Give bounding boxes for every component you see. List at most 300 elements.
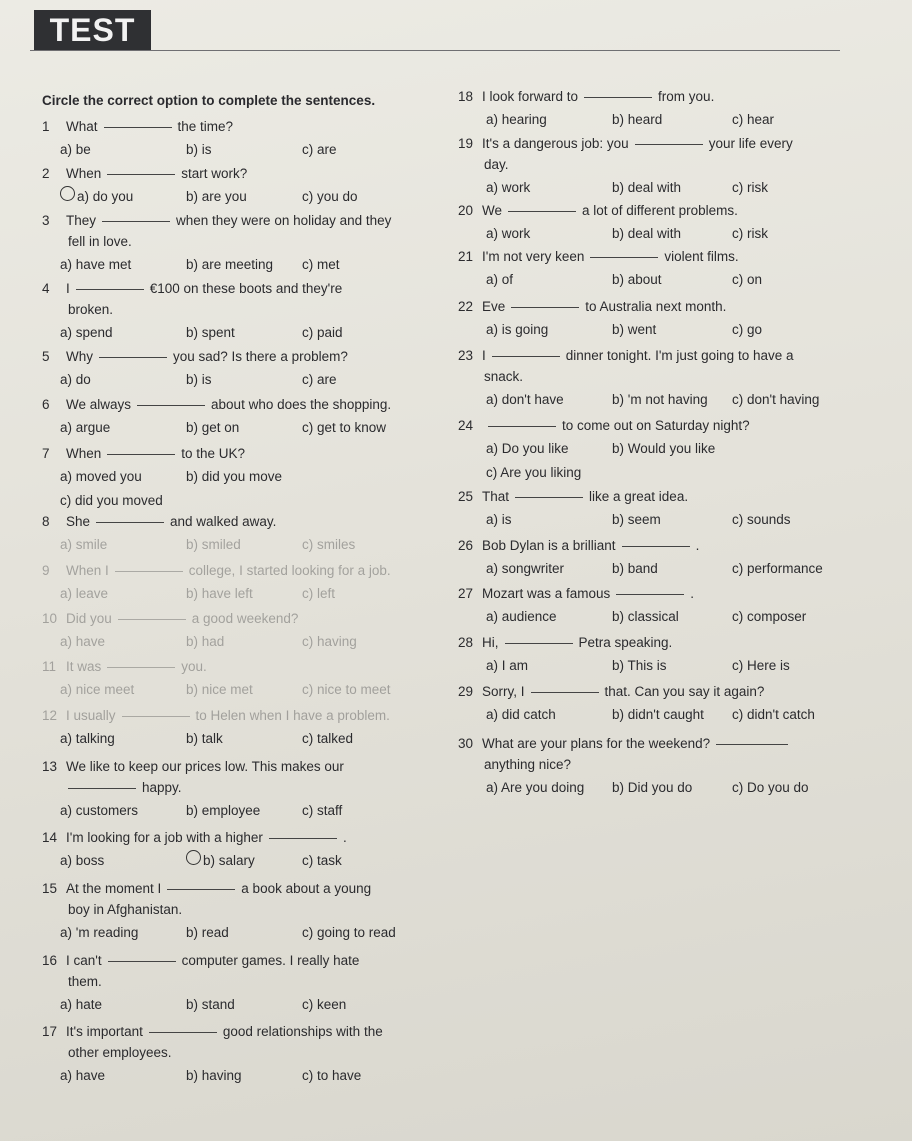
option-a[interactable] (60, 369, 91, 390)
option-c[interactable] (732, 319, 762, 340)
option-b[interactable] (186, 254, 273, 275)
question-27 (458, 583, 858, 628)
option-a[interactable] (60, 800, 138, 821)
question-number: 24 (458, 418, 474, 433)
continuation-text: them. (68, 974, 102, 989)
question-text-after: you sad? Is there a problem? (173, 349, 348, 364)
question-text-after: from you. (658, 89, 715, 104)
question-text-after: violent films. (664, 249, 739, 264)
question-number: 5 (42, 349, 50, 364)
question-text: They (66, 213, 97, 228)
option-text: a) don't have (486, 392, 564, 407)
option-a[interactable] (486, 389, 564, 410)
option-b[interactable] (612, 606, 679, 627)
option-text: a) do you (77, 189, 134, 204)
option-c[interactable] (732, 223, 768, 244)
option-a[interactable] (60, 1065, 105, 1086)
option-c[interactable] (302, 922, 396, 943)
question-text: When (66, 446, 102, 461)
question-17 (26, 1021, 446, 1087)
question-stem (26, 346, 446, 367)
option-c[interactable] (732, 606, 806, 627)
option-b[interactable] (612, 777, 692, 798)
option-b[interactable] (612, 704, 704, 725)
question-20 (458, 200, 858, 245)
option-text: c) Do you do (732, 780, 809, 795)
answer-blank (167, 888, 235, 890)
options-row (26, 992, 446, 1016)
option-text: a) spend (60, 325, 113, 340)
options-row (458, 460, 858, 484)
question-19 (458, 133, 858, 199)
option-text: c) Here is (732, 658, 790, 673)
question-stem (458, 486, 858, 507)
options-row (26, 252, 446, 276)
question-number: 20 (458, 203, 474, 218)
option-a[interactable] (486, 269, 513, 290)
option-a[interactable] (486, 704, 556, 725)
question-number: 17 (42, 1024, 58, 1039)
option-c[interactable] (60, 490, 163, 511)
option-a[interactable] (60, 728, 115, 749)
question-9 (26, 560, 446, 605)
option-c[interactable] (486, 462, 581, 483)
answer-blank (149, 1031, 217, 1033)
question-text-after: like a great idea. (589, 489, 689, 504)
question-stem (458, 345, 858, 387)
option-a[interactable] (486, 177, 530, 198)
question-text-after: dinner tonight. I'm just going to have a (565, 348, 794, 363)
option-c[interactable] (302, 800, 342, 821)
option-text: b) band (612, 561, 658, 576)
question-text: We (482, 203, 503, 218)
option-a[interactable] (60, 922, 138, 943)
option-a[interactable] (60, 466, 142, 487)
question-text-after: to Helen when I have a problem. (195, 708, 390, 723)
question-3 (26, 210, 446, 276)
question-26 (458, 535, 858, 580)
question-text: When I (66, 563, 109, 578)
option-a[interactable] (486, 777, 584, 798)
question-text: Did you (66, 611, 112, 626)
option-b[interactable] (186, 583, 253, 604)
question-2 (26, 163, 446, 208)
option-c[interactable] (302, 534, 355, 555)
options-row (458, 507, 858, 531)
question-stem (458, 200, 858, 221)
option-c[interactable] (732, 558, 823, 579)
answer-blank (102, 220, 170, 222)
option-text: c) composer (732, 609, 807, 624)
question-text: Mozart was a famous (482, 586, 611, 601)
options-row (26, 581, 446, 605)
option-b[interactable] (186, 417, 239, 438)
question-text: Sorry, I (482, 684, 525, 699)
option-text: c) paid (302, 325, 343, 340)
option-c[interactable] (302, 1065, 361, 1086)
option-c[interactable] (302, 186, 358, 207)
option-c[interactable] (302, 583, 335, 604)
option-b[interactable] (186, 728, 223, 749)
option-c[interactable] (302, 850, 342, 871)
question-text-after: college, I started looking for a job. (188, 563, 391, 578)
option-b[interactable] (612, 558, 658, 579)
option-b[interactable] (186, 1065, 242, 1086)
option-a[interactable] (486, 606, 557, 627)
option-text: a) work (486, 226, 531, 241)
question-stem (26, 210, 446, 252)
options-row (26, 320, 446, 344)
option-text: a) customers (60, 803, 139, 818)
options-row (26, 1063, 446, 1087)
option-a[interactable] (60, 254, 131, 275)
option-b[interactable] (186, 534, 241, 555)
option-text: c) smiles (302, 537, 356, 552)
option-b[interactable] (186, 369, 212, 390)
options-row (458, 317, 858, 341)
continuation-text: other employees. (68, 1045, 172, 1060)
question-text-after: about who does the shopping. (211, 397, 392, 412)
option-text: a) boss (60, 853, 105, 868)
option-c[interactable] (732, 704, 815, 725)
question-text-after: . (342, 830, 347, 845)
question-stem (458, 733, 858, 775)
options-row (458, 653, 858, 677)
option-c[interactable] (302, 139, 337, 160)
options-row (26, 532, 446, 556)
question-11 (26, 656, 446, 701)
options-row (458, 604, 858, 628)
option-b[interactable] (612, 223, 681, 244)
option-a[interactable] (60, 583, 108, 604)
pen-circle-mark (60, 186, 75, 201)
option-c[interactable] (732, 389, 819, 410)
option-text: a) talking (60, 731, 115, 746)
option-a[interactable] (486, 438, 569, 459)
question-text-after: the time? (177, 119, 234, 134)
question-10 (26, 608, 446, 653)
question-text: That (482, 489, 510, 504)
question-stem (458, 133, 858, 175)
question-text: At the moment I (66, 881, 162, 896)
option-c[interactable] (302, 728, 353, 749)
question-number: 28 (458, 635, 474, 650)
option-c[interactable] (732, 177, 768, 198)
question-number: 1 (42, 119, 50, 134)
question-number: 14 (42, 830, 58, 845)
question-number: 15 (42, 881, 58, 896)
question-text: I usually (66, 708, 116, 723)
option-text: a) have met (60, 257, 132, 272)
option-c[interactable] (302, 369, 337, 390)
option-text: a) 'm reading (60, 925, 139, 940)
continuation-text: anything nice? (484, 757, 572, 772)
question-21 (458, 246, 858, 291)
option-text: b) Did you do (612, 780, 693, 795)
option-text: b) having (186, 1068, 242, 1083)
question-text-after: Petra speaking. (578, 635, 673, 650)
option-text: a) I am (486, 658, 529, 673)
option-c[interactable] (302, 679, 391, 700)
option-text: a) smile (60, 537, 108, 552)
option-b[interactable] (612, 269, 662, 290)
option-b[interactable] (612, 109, 662, 130)
option-a[interactable] (60, 631, 105, 652)
option-text: c) didn't catch (732, 707, 815, 722)
question-1 (26, 116, 446, 161)
option-a[interactable] (60, 534, 107, 555)
option-text: b) smiled (186, 537, 241, 552)
option-a[interactable] (486, 509, 512, 530)
question-number: 26 (458, 538, 474, 553)
option-c[interactable] (732, 777, 809, 798)
option-text: b) is (186, 372, 212, 387)
question-continuation (42, 971, 446, 992)
option-a[interactable] (486, 655, 528, 676)
option-text: a) have (60, 1068, 106, 1083)
question-4 (26, 278, 446, 344)
pen-circle-mark (186, 850, 201, 865)
question-text-after: . (695, 538, 700, 553)
question-text: I (482, 348, 486, 363)
answer-blank (68, 787, 136, 789)
question-number: 19 (458, 136, 474, 151)
question-stem (26, 827, 446, 848)
question-stem (458, 86, 858, 107)
question-stem (26, 878, 446, 920)
continuation-text: day. (484, 157, 509, 172)
option-text: c) sounds (732, 512, 791, 527)
option-b[interactable] (612, 438, 715, 459)
question-text-after: good relationships with the (222, 1024, 383, 1039)
question-24 (458, 415, 858, 484)
option-c[interactable] (302, 631, 357, 652)
options-row (26, 415, 446, 439)
question-stem (26, 1021, 446, 1063)
question-text: I can't (66, 953, 102, 968)
question-number: 22 (458, 299, 474, 314)
option-b[interactable] (612, 177, 681, 198)
question-continuation (42, 231, 446, 252)
option-text: a) of (486, 272, 514, 287)
option-c[interactable] (302, 994, 346, 1015)
question-text: What (66, 119, 98, 134)
question-number: 6 (42, 397, 50, 412)
option-b[interactable] (612, 319, 656, 340)
option-a[interactable] (60, 417, 110, 438)
answer-blank (584, 96, 652, 98)
options-row (26, 848, 446, 872)
option-c[interactable] (732, 109, 774, 130)
option-b[interactable] (186, 631, 224, 652)
header-rule (30, 50, 840, 51)
question-stem (26, 560, 446, 581)
answer-blank (108, 960, 176, 962)
answer-blank (616, 593, 684, 595)
question-stem (458, 632, 858, 653)
option-text: b) did you move (186, 469, 283, 484)
options-row (458, 387, 858, 411)
continuation-text: fell in love. (68, 234, 132, 249)
question-text: Why (66, 349, 93, 364)
option-text: c) talked (302, 731, 354, 746)
option-text: a) Do you like (486, 441, 569, 456)
question-number: 9 (42, 563, 50, 578)
question-stem (26, 756, 446, 798)
option-text: c) going to read (302, 925, 396, 940)
option-a[interactable] (486, 109, 547, 130)
option-text: b) went (612, 322, 657, 337)
option-a[interactable] (60, 850, 104, 871)
options-row (458, 702, 858, 726)
option-c[interactable] (302, 417, 386, 438)
question-15 (26, 878, 446, 944)
answer-blank (115, 570, 183, 572)
option-text: a) is (486, 512, 512, 527)
option-b[interactable] (186, 679, 253, 700)
option-text: a) leave (60, 586, 109, 601)
question-continuation (42, 899, 446, 920)
option-c[interactable] (732, 655, 790, 676)
option-text: a) hate (60, 997, 103, 1012)
question-number: 29 (458, 684, 474, 699)
answer-blank (104, 126, 172, 128)
question-number: 7 (42, 446, 50, 461)
option-text: c) you do (302, 189, 358, 204)
option-b[interactable] (186, 800, 260, 821)
answer-blank (508, 210, 576, 212)
option-b[interactable] (186, 186, 247, 207)
option-text: c) are (302, 142, 337, 157)
continuation-text: boy in Afghanistan. (68, 902, 183, 917)
question-continuation (458, 754, 858, 775)
option-text: a) do (60, 372, 91, 387)
option-c[interactable] (302, 254, 340, 275)
option-a[interactable] (486, 558, 564, 579)
options-row (26, 137, 446, 161)
option-text: b) have left (186, 586, 253, 601)
option-text: c) get to know (302, 420, 387, 435)
question-continuation (42, 299, 446, 320)
question-text: I (66, 281, 70, 296)
question-text: We always (66, 397, 132, 412)
option-a[interactable] (486, 223, 530, 244)
answer-blank (107, 173, 175, 175)
answer-blank (96, 521, 164, 523)
option-text: b) This is (612, 658, 667, 673)
option-text: b) salary (203, 853, 255, 868)
option-text: b) about (612, 272, 662, 287)
question-number: 21 (458, 249, 474, 264)
answer-blank (590, 256, 658, 258)
option-text: c) are (302, 372, 337, 387)
question-text-after: a book about a young (241, 881, 372, 896)
question-text: What are your plans for the weekend? (482, 736, 711, 751)
option-text: b) had (186, 634, 225, 649)
question-number: 2 (42, 166, 50, 181)
option-text: c) don't having (732, 392, 820, 407)
option-b[interactable] (186, 922, 229, 943)
option-a[interactable] (60, 322, 113, 343)
option-text: b) employee (186, 803, 261, 818)
option-c[interactable] (302, 322, 343, 343)
option-text: c) having (302, 634, 357, 649)
option-text: a) Are you doing (486, 780, 585, 795)
option-a[interactable] (60, 186, 133, 207)
option-b[interactable] (612, 389, 708, 410)
option-text: c) to have (302, 1068, 362, 1083)
options-row (458, 107, 858, 131)
answer-blank (107, 453, 175, 455)
question-stem (26, 950, 446, 992)
option-b[interactable] (612, 509, 661, 530)
options-row (458, 221, 858, 245)
question-30 (458, 733, 858, 799)
question-text: I look forward to (482, 89, 579, 104)
options-row (26, 677, 446, 701)
option-b[interactable] (186, 322, 235, 343)
question-stem (458, 583, 858, 604)
question-continuation (42, 777, 446, 798)
question-stem (26, 116, 446, 137)
answer-blank (118, 618, 186, 620)
option-text: b) nice met (186, 682, 253, 697)
option-text: a) work (486, 180, 531, 195)
option-text: b) spent (186, 325, 235, 340)
question-stem (26, 394, 446, 415)
question-text: When (66, 166, 102, 181)
option-text: b) are you (186, 189, 247, 204)
option-a[interactable] (486, 319, 548, 340)
question-continuation (458, 154, 858, 175)
option-text: c) go (732, 322, 763, 337)
options-row (26, 726, 446, 750)
option-b[interactable] (186, 466, 282, 487)
answer-blank (76, 288, 144, 290)
question-number: 23 (458, 348, 474, 363)
option-text: a) audience (486, 609, 557, 624)
option-text: b) read (186, 925, 229, 940)
option-a[interactable] (60, 139, 91, 160)
question-12 (26, 705, 446, 750)
option-b[interactable] (612, 655, 667, 676)
option-text: a) nice meet (60, 682, 135, 697)
answer-blank (492, 355, 560, 357)
question-text-after: to Australia next month. (585, 299, 727, 314)
option-a[interactable] (60, 679, 134, 700)
continuation-text: snack. (484, 369, 524, 384)
option-c[interactable] (732, 509, 791, 530)
answer-blank (511, 306, 579, 308)
option-text: c) risk (732, 180, 768, 195)
answer-blank (622, 545, 690, 547)
option-text: c) hear (732, 112, 775, 127)
option-a[interactable] (60, 994, 102, 1015)
question-29 (458, 681, 858, 726)
option-b[interactable] (186, 994, 235, 1015)
option-text: c) on (732, 272, 763, 287)
question-text-after: when they were on holiday and they (176, 213, 392, 228)
option-text: b) classical (612, 609, 679, 624)
option-b[interactable] (186, 139, 212, 160)
options-row (26, 629, 446, 653)
question-stem (26, 278, 446, 320)
question-number: 16 (42, 953, 58, 968)
option-c[interactable] (732, 269, 762, 290)
option-text: a) songwriter (486, 561, 565, 576)
option-b[interactable] (186, 850, 255, 871)
question-text: She (66, 514, 91, 529)
